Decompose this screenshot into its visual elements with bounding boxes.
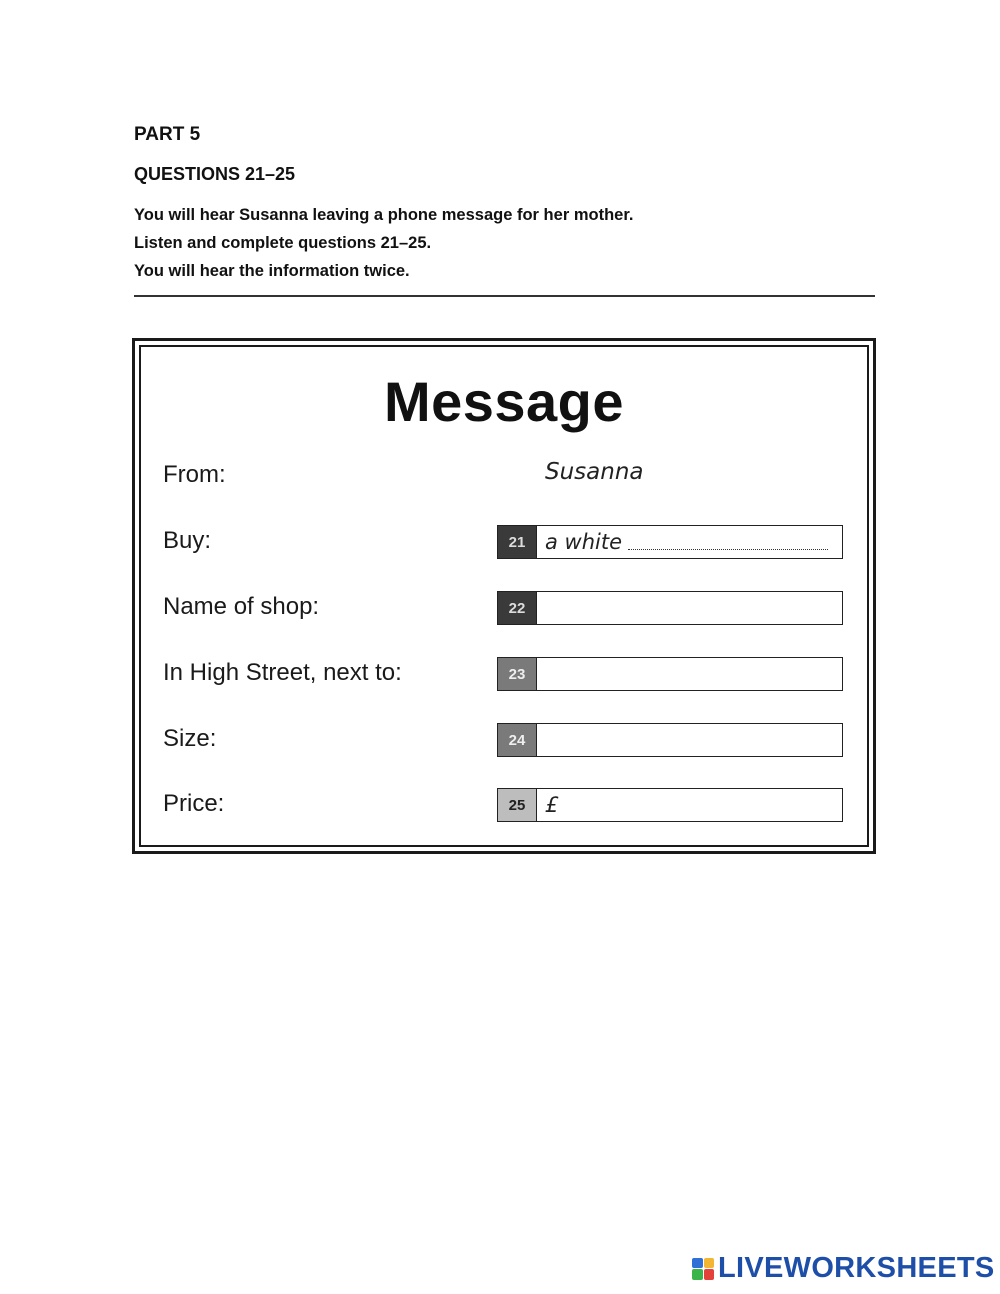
answer-prefill-21: a white xyxy=(545,530,623,554)
message-title: Message xyxy=(383,370,625,433)
instruction-line-3: You will hear the information twice. xyxy=(134,262,410,280)
divider-line xyxy=(134,295,875,297)
question-number-25: 25 xyxy=(498,789,537,821)
message-form-inner-border xyxy=(139,345,869,847)
liveworksheets-logo-icon xyxy=(692,1258,714,1280)
liveworksheets-logo xyxy=(692,1252,995,1285)
answer-box-22[interactable] xyxy=(497,591,843,625)
answer-box-23[interactable] xyxy=(497,657,843,691)
answer-box-24[interactable] xyxy=(497,723,843,757)
answer-box-21[interactable] xyxy=(497,525,843,559)
pound-sign: £ xyxy=(545,793,559,817)
question-number-21: 21 xyxy=(498,526,537,558)
question-number-22: 22 xyxy=(498,592,537,624)
questions-title: QUESTIONS 21–25 xyxy=(134,164,296,184)
liveworksheets-logo-text: LIVEWORKSHEETS xyxy=(718,1252,995,1284)
message-form xyxy=(132,338,876,854)
shop-name-label: Name of shop: xyxy=(163,593,320,620)
answer-blank-21[interactable] xyxy=(628,549,828,550)
next-to-label: In High Street, next to: xyxy=(163,659,402,686)
price-label: Price: xyxy=(163,790,225,817)
from-label: From: xyxy=(163,461,226,488)
buy-label: Buy: xyxy=(163,527,212,554)
from-value: Susanna xyxy=(545,459,644,485)
instruction-line-2: Listen and complete questions 21–25. xyxy=(134,234,432,252)
answer-box-25[interactable] xyxy=(497,788,843,822)
instruction-line-1: You will hear Susanna leaving a phone message for her mother. xyxy=(134,206,634,224)
part-title: PART 5 xyxy=(134,124,201,145)
question-number-23: 23 xyxy=(498,658,537,690)
question-number-24: 24 xyxy=(498,724,537,756)
size-label: Size: xyxy=(163,725,217,752)
